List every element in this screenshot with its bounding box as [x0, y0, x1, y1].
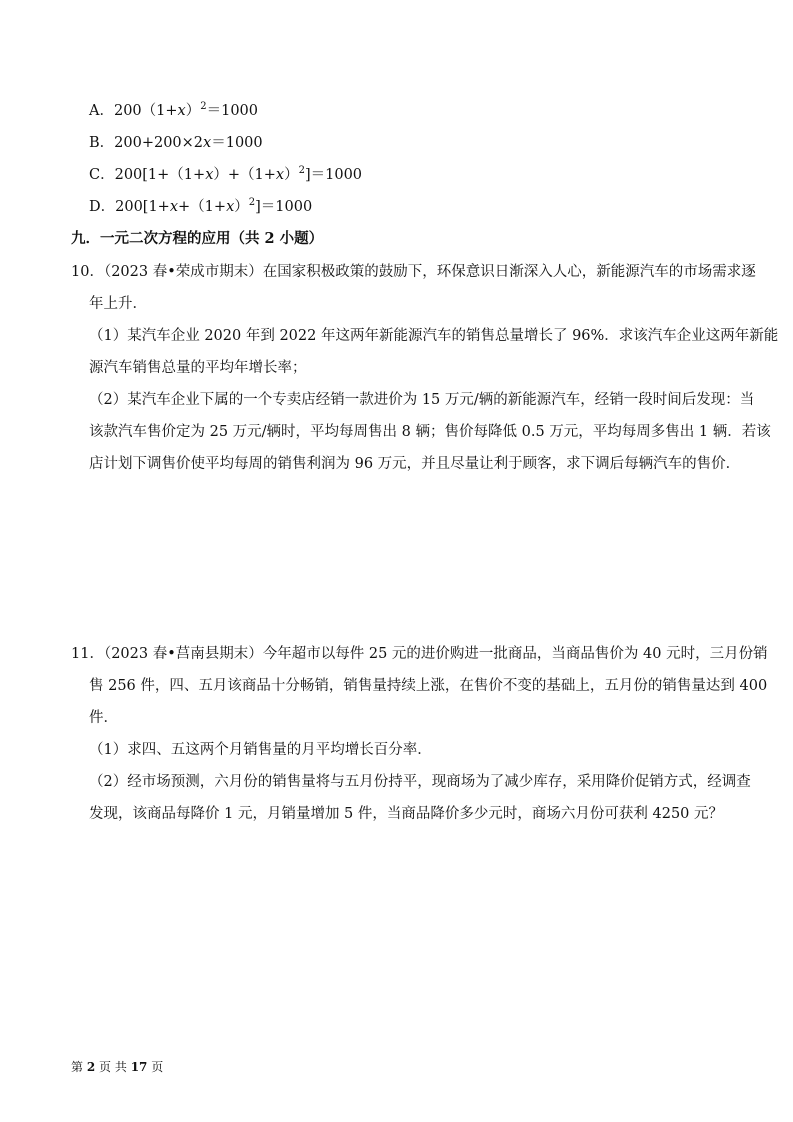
- option-b: B．200+200×2x＝1000: [89, 135, 263, 151]
- footer-middle: 页 共: [99, 1060, 127, 1074]
- footer-prefix: 第: [71, 1060, 84, 1074]
- q11-stem-line2: 售 256 件，四、五月该商品十分畅销，销售量持续上涨，在售价不变的基础上，五月份的销售量达到 400: [89, 678, 768, 694]
- q10-part1-line1: （1）某汽车企业 2020 年到 2022 年这两年新能源汽车的销售总量增长了 96%．求该汽车企业这两年新能: [89, 328, 779, 344]
- q11-part1-line1: （1）求四、五这两个月销售量的月平均增长百分率．: [89, 742, 432, 758]
- q11-part2-line2: 发现，该商品每降价 1 元，月销量增加 5 件，当商品降价多少元时，商场六月份可获利 4250 元？: [89, 806, 724, 822]
- page-footer: [71, 1059, 163, 1075]
- option-a: A．$200(1+x)^2=1000$: [89, 101, 258, 119]
- q10-part2-line2: 该款汽车售价定为 25 万元/辆时，平均每周售出 8 辆；售价每降低 0.5 万元，平均每周多售出 1 辆．若该: [89, 424, 771, 440]
- section-title: 九．一元二次方程的应用（共 2 小题）: [71, 230, 324, 247]
- q10-part1-line2: 源汽车销售总量的平均年增长率；: [89, 360, 307, 376]
- q10-stem-line2: 年上升．: [89, 296, 147, 312]
- option-c: C．$200[1+(1+x)+(1+x)^2]=1000$: [89, 165, 363, 183]
- q11-part2-line1: （2）经市场预测，六月份的销售量将与五月份持平，现商场为了减少库存，采用降价促销方式，经调查: [89, 774, 751, 790]
- q11-stem-line3: 件．: [89, 710, 118, 726]
- option-d: D．$200[1+x+(1+x)^2]=1000$: [89, 197, 313, 215]
- q10-stem-line1: 10．（2023 春•荣成市期末）在国家积极政策的鼓励下，环保意识日渐深入人心，新能源汽车的市场需求逐: [71, 264, 756, 280]
- footer-total-pages: 17: [130, 1060, 148, 1074]
- footer-page-number: 2: [86, 1060, 96, 1074]
- q10-part2-line1: （2）某汽车企业下属的一个专卖店经销一款进价为 15 万元/辆的新能源汽车，经销一段时间后发现：当: [89, 392, 755, 408]
- q11-stem-line1: 11．（2023 春•莒南县期末）今年超市以每件 25 元的进价购进一批商品，当商品售价为 40 元时，三月份销: [71, 646, 768, 662]
- footer-suffix: 页: [151, 1060, 164, 1074]
- q10-part2-line3: 店计划下调售价使平均每周的销售利润为 96 万元，并且尽量让利于顾客，求下调后每辆汽车的售价．: [89, 456, 741, 472]
